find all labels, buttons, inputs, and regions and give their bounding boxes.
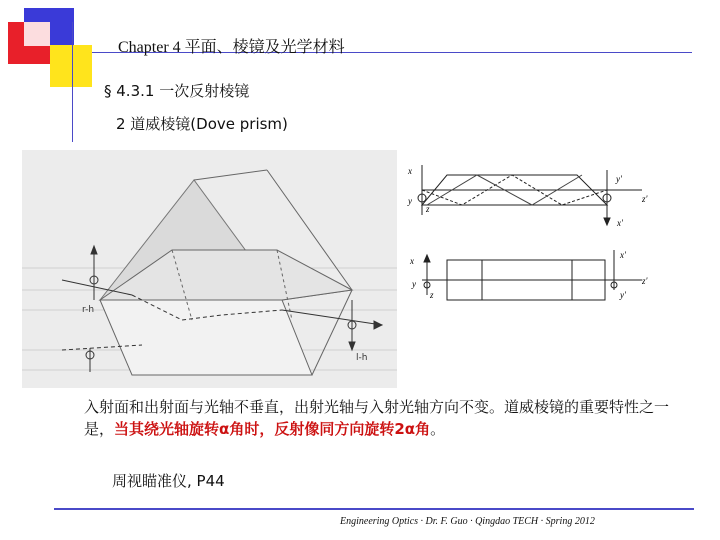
side-view	[422, 250, 642, 300]
label-l-h: l-h	[356, 353, 368, 363]
subsection-heading: 2 道威棱镜(Dove prism)	[116, 115, 288, 133]
top-label-x: x	[408, 166, 412, 176]
logo-square-yellow	[50, 45, 92, 87]
logo-square-overlap	[24, 22, 50, 46]
left-accent-line	[72, 22, 73, 142]
description-highlight: 当其绕光轴旋转α角时，反射像同方向旋转2α角	[114, 420, 431, 438]
description-text: 入射面和出射面与光轴不垂直，出射光轴与入射光轴方向不变。道威棱镜的重要特性之一是，	[84, 398, 670, 438]
description-paragraph	[84, 396, 684, 440]
section-heading: § 4.3.1 一次反射棱镜	[104, 82, 250, 100]
dove-prism-3d-figure	[22, 150, 397, 388]
top-label-y: y	[408, 196, 412, 206]
footer-divider	[54, 508, 694, 510]
side-label-z-prime: z'	[642, 276, 648, 286]
side-label-z: z	[430, 290, 434, 300]
dove-prism-views-figure	[402, 160, 660, 310]
footer-credit: Engineering Optics · Dr. F. Guo · Qingdao TECH · Spring 2012	[340, 516, 595, 527]
side-label-x-prime: x'	[620, 250, 626, 260]
side-label-x: x	[410, 256, 414, 266]
side-label-y-prime: y'	[620, 290, 626, 300]
description-end: 。	[430, 420, 446, 438]
reference-note: 周视瞄准仪, P44	[112, 472, 225, 490]
top-view	[418, 165, 642, 225]
chapter-title: Chapter 4 平面、棱镜及光学材料	[118, 39, 345, 56]
side-label-y: y	[412, 279, 416, 289]
top-label-y-prime: y'	[616, 174, 622, 184]
label-r-h: r-h	[82, 305, 95, 315]
top-label-x-prime: x'	[617, 218, 623, 228]
top-label-z-prime: z'	[642, 194, 648, 204]
top-label-z: z	[426, 204, 430, 214]
